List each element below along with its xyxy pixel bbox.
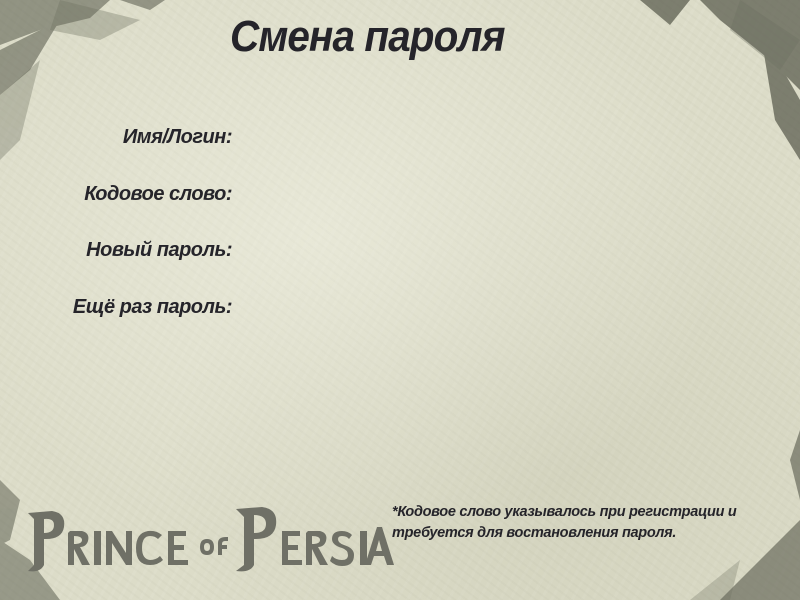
footnote-line-1: *Кодовое слово указывалось при регистрации и xyxy=(392,504,737,520)
prince-of-persia-logo xyxy=(22,505,394,577)
codeword-footnote xyxy=(392,502,792,544)
repeat-password-label: Ещё раз пароль: xyxy=(72,296,232,318)
login-input[interactable] xyxy=(242,124,550,150)
new-password-input[interactable] xyxy=(242,237,550,263)
new-password-label: Новый пароль: xyxy=(86,239,232,261)
repeat-password-input[interactable] xyxy=(242,294,550,320)
footnote-line-2: требуется для востановления пароля. xyxy=(392,525,677,541)
codeword-input[interactable] xyxy=(242,181,550,207)
page-title: Смена пароля xyxy=(230,12,505,61)
codeword-label: Кодовое слово: xyxy=(84,183,232,205)
login-label: Имя/Логин: xyxy=(122,126,232,148)
